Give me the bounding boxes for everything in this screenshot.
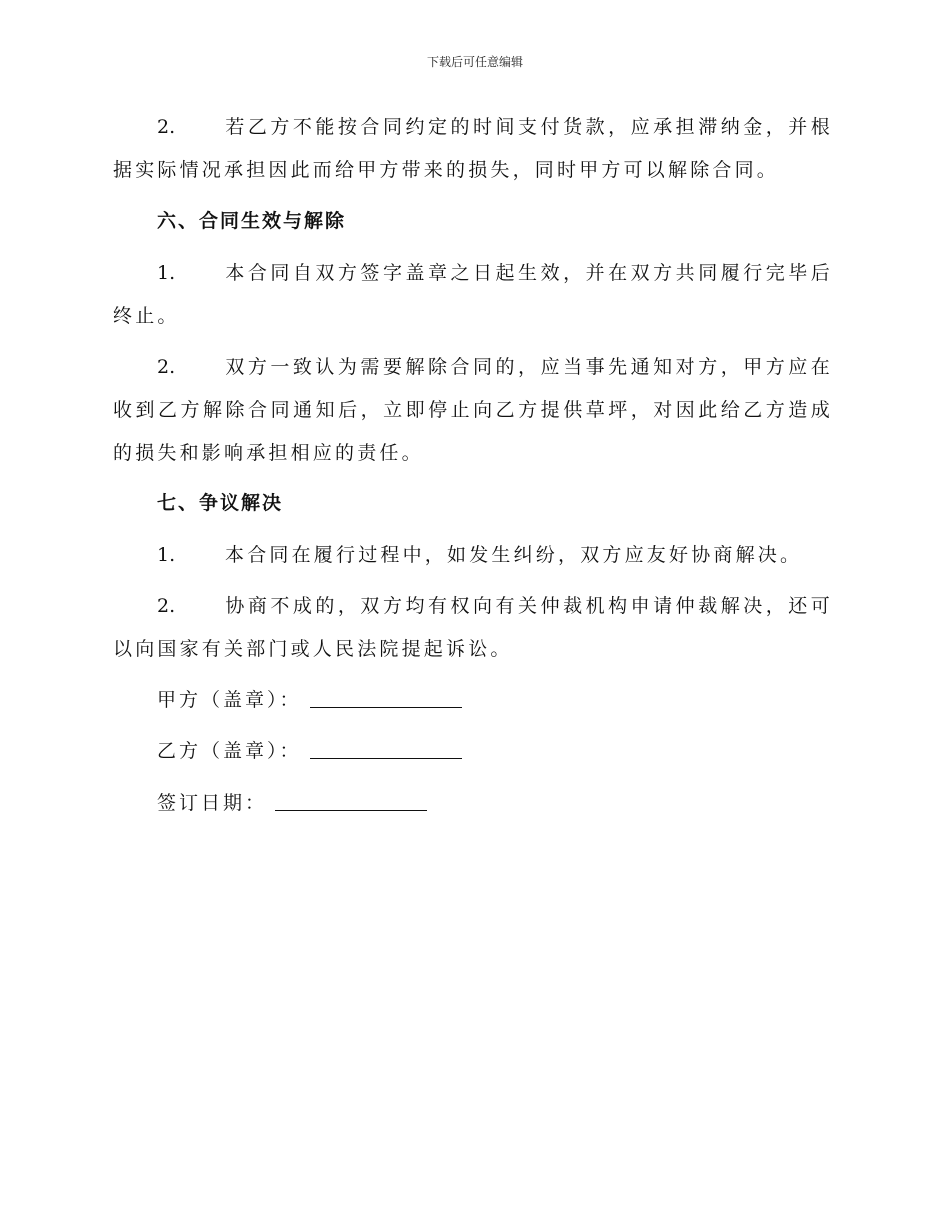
- date-label: 签订日期：: [157, 792, 268, 814]
- section-heading-7: 七、争议解决: [157, 492, 284, 514]
- clause-6-2: [113, 346, 833, 475]
- date-blank-line: [275, 810, 427, 811]
- signature-label: 乙方（盖章）：: [157, 740, 302, 762]
- page-header: 下载后可任意编辑: [426, 55, 523, 69]
- clause-number: 2.: [157, 116, 176, 138]
- clause-text: 双方一致认为需要解除合同的，应当事先通知对方，甲方应在收到乙方解除合同通知后，立即停止向乙方提供草坪，对因此给乙方造成的损失和影响承担相应的责任。: [113, 356, 833, 464]
- signature-label: 甲方（盖章）：: [157, 689, 302, 711]
- signature-blank-line: [310, 707, 462, 708]
- clause-5-2: [113, 106, 833, 192]
- signature-party-b: [157, 730, 462, 773]
- signing-date: [157, 782, 427, 825]
- signature-party-a: [157, 679, 462, 722]
- clause-text: 本合同自双方签字盖章之日起生效，并在双方共同履行完毕后终止。: [113, 262, 833, 327]
- clause-text: 本合同在履行过程中，如发生纠纷，双方应友好协商解决。: [225, 544, 803, 566]
- clause-text: 协商不成的，双方均有权向有关仲裁机构申请仲裁解决，还可以向国家有关部门或人民法院提起诉讼。: [113, 595, 833, 660]
- clause-7-1: [113, 534, 833, 577]
- clause-text: 若乙方不能按合同约定的时间支付货款，应承担滞纳金，并根据实际情况承担因此而给甲方带来的损失，同时甲方可以解除合同。: [113, 116, 833, 181]
- clause-number: 1.: [157, 262, 176, 284]
- clause-number: 2.: [157, 356, 176, 378]
- clause-7-2: [113, 585, 833, 671]
- clause-number: 1.: [157, 544, 176, 566]
- signature-blank-line: [310, 758, 462, 759]
- section-heading-6: 六、合同生效与解除: [157, 210, 347, 232]
- clause-number: 2.: [157, 595, 176, 617]
- clause-6-1: [113, 252, 833, 338]
